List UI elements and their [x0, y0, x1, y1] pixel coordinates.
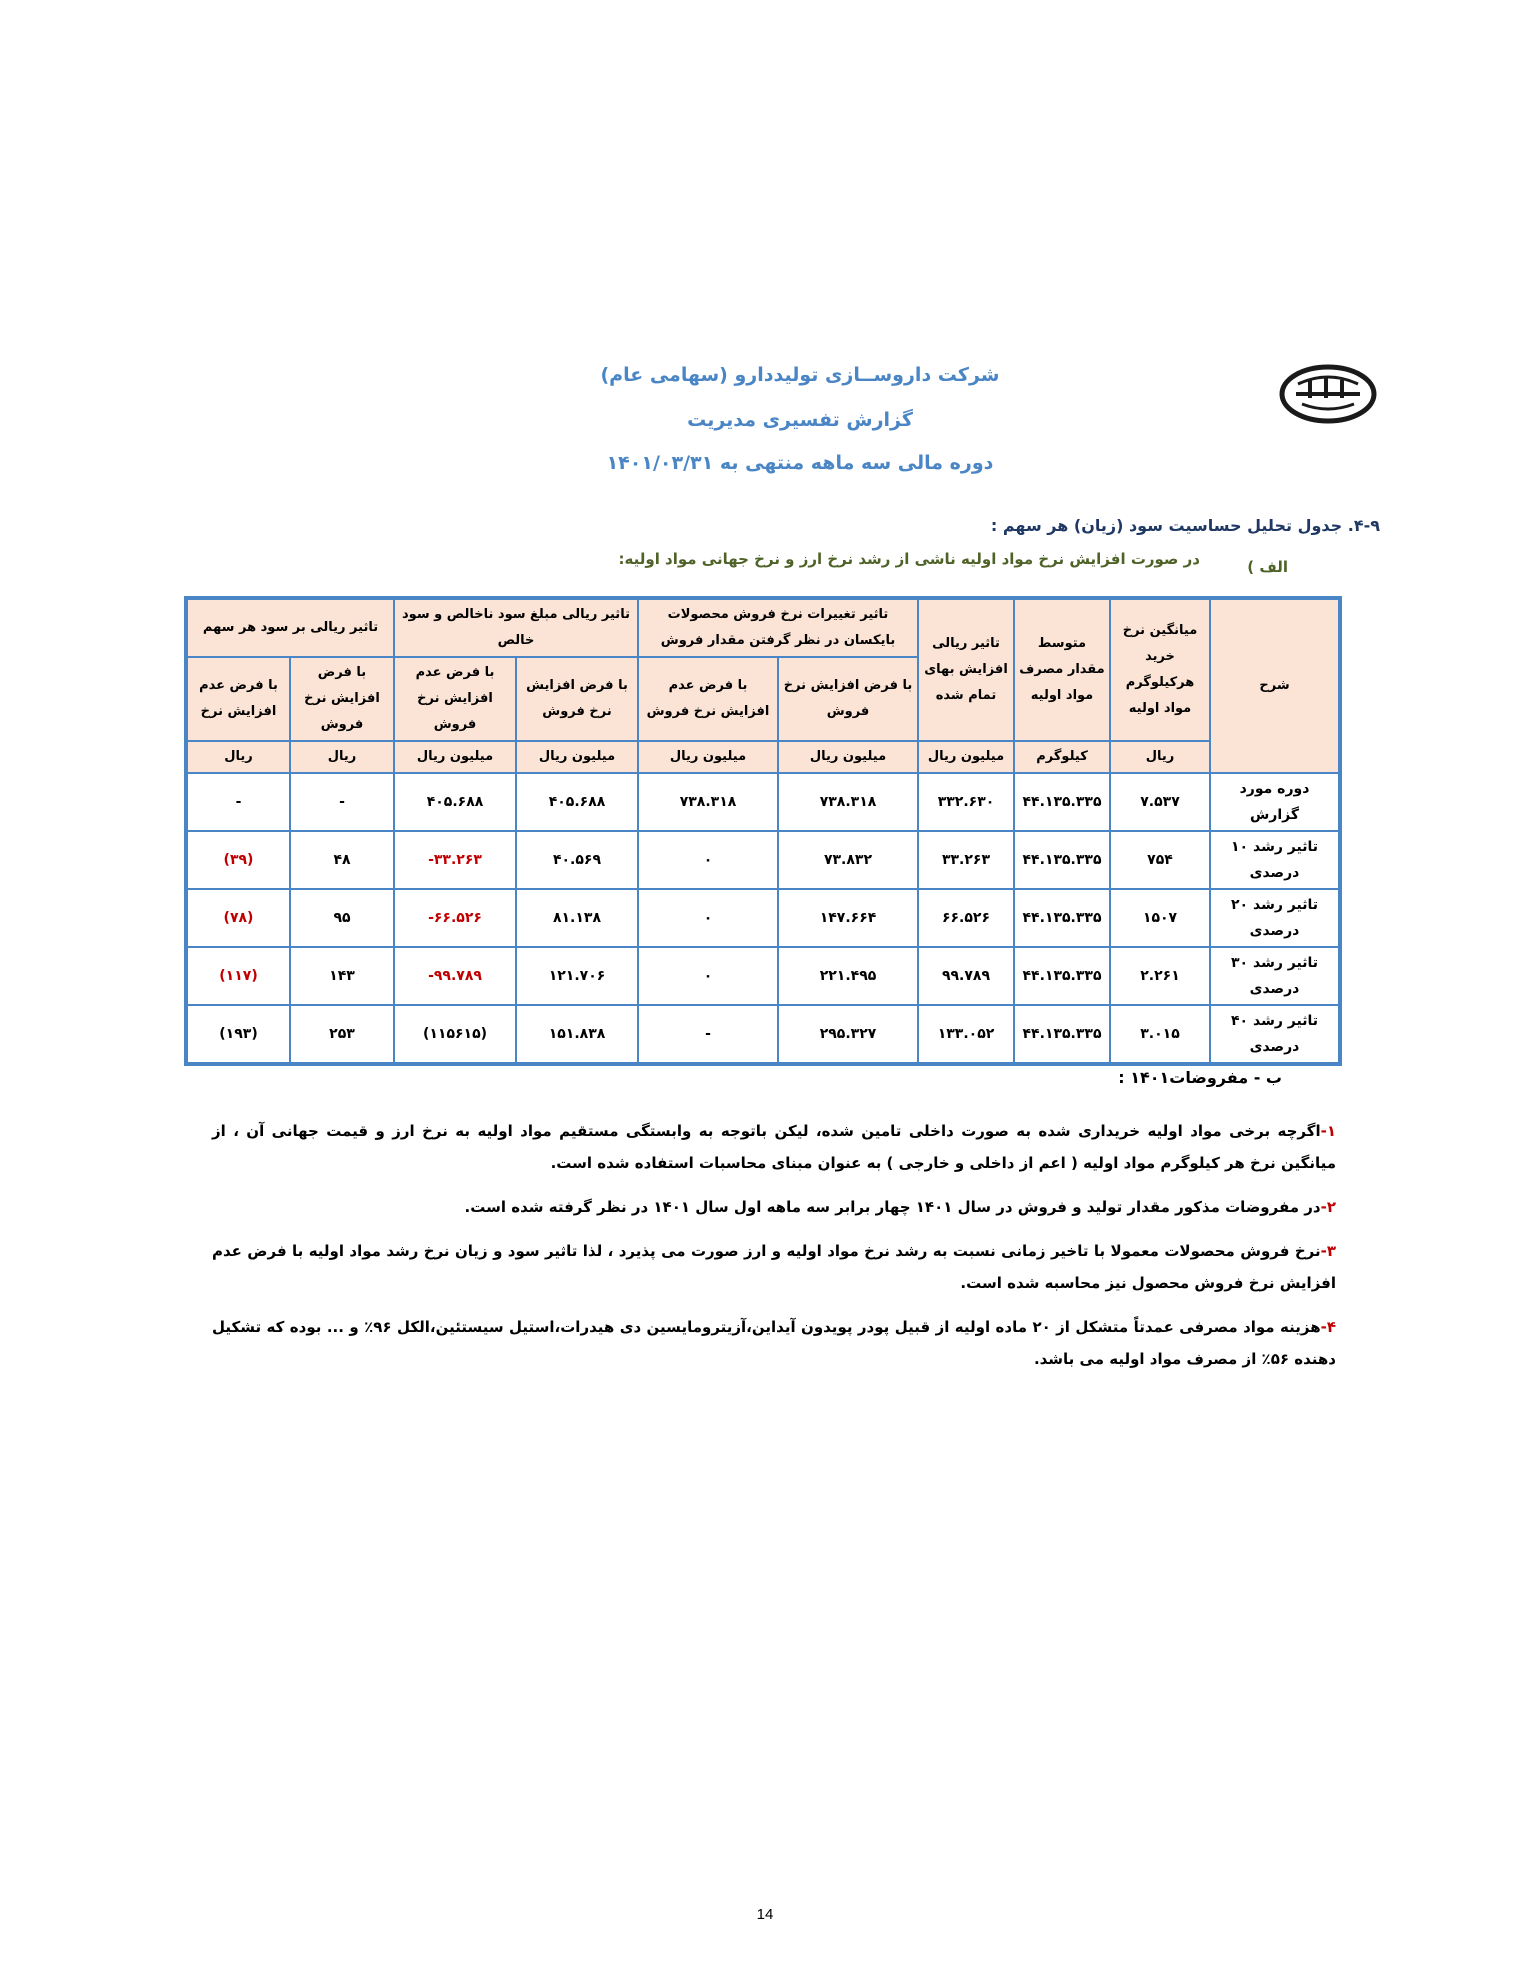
section-title	[991, 516, 1380, 535]
assumption-text: اگرچه برخی مواد اولیه خریداری شده به صورت داخلی تامین شده، لیکن باتوجه به وابستگی مستقیم مواد اولیه به نرخ ارز و قیمت جهانی آن ، از میانگین نرخ هر کیلوگرم مواد اولیه ( اعم از داخلی و خارجی ) به عنوان مبنای محاسبات استفاده شده است.	[212, 1122, 1336, 1172]
table-cell: ۱۴۳	[290, 947, 394, 1005]
table-cell: ۷.۵۳۷	[1110, 773, 1210, 831]
header-price-with: با فرض افزایش نرخ فروش	[778, 657, 918, 741]
table-cell: ۲۵۳	[290, 1005, 394, 1064]
table-cell: ۹۹.۷۸۹	[918, 947, 1014, 1005]
table-cell: ۴۰۵.۶۸۸	[516, 773, 638, 831]
table-row	[186, 889, 1340, 947]
header-eps-with: با فرض افزایش نرخ فروش	[290, 657, 394, 741]
table-cell: ۶۶.۵۲۶	[918, 889, 1014, 947]
header-eps-without: با فرض عدم افزایش نرخ	[186, 657, 290, 741]
header-eps-effect: تاثیر ریالی بر سود هر سهم	[186, 598, 394, 657]
header-gross-with: با فرض افزایش نرخ فروش	[516, 657, 638, 741]
table-row	[186, 773, 1340, 831]
table-cell: ۲۲۱.۴۹۵	[778, 947, 918, 1005]
page-number: 14	[756, 1906, 774, 1923]
table-cell: (۱۱۵۶۱۵)	[394, 1005, 516, 1064]
header-cost-effect: تاثیر ریالی افزایش بهای تمام شده	[918, 598, 1014, 741]
table-cell: ۴۴.۱۳۵.۳۳۵	[1014, 889, 1110, 947]
table-row	[186, 831, 1340, 889]
table-cell: ۰	[638, 889, 778, 947]
table-cell: ۱۵۱.۸۳۸	[516, 1005, 638, 1064]
table-cell: (۷۸)	[186, 889, 290, 947]
table-cell: ۷۳۸.۳۱۸	[778, 773, 918, 831]
subsection-title: در صورت افزایش نرخ مواد اولیه ناشی از رشد نرخ ارز و نرخ جهانی مواد اولیه:	[618, 550, 1200, 568]
table-cell: ۷۳.۸۳۲	[778, 831, 918, 889]
section-number: ۴-۹.	[1347, 516, 1380, 535]
table-cell: ۱۵۰۷	[1110, 889, 1210, 947]
assumptions-title: ب - مفروضات۱۴۰۱ :	[1118, 1068, 1282, 1087]
table-cell: ۹۵	[290, 889, 394, 947]
row-label: تاثیر رشد ۳۰ درصدی	[1210, 947, 1340, 1005]
table-cell: -	[186, 773, 290, 831]
report-title: گزارش تفسیری مدیریت	[687, 409, 913, 431]
table-cell: ۳.۰۱۵	[1110, 1005, 1210, 1064]
table-cell: ۲.۲۶۱	[1110, 947, 1210, 1005]
table-cell: ۹۹.۷۸۹-	[394, 947, 516, 1005]
table-cell: ۴۰.۵۶۹	[516, 831, 638, 889]
table-cell: (۱۱۷)	[186, 947, 290, 1005]
table-cell: ۱۲۱.۷۰۶	[516, 947, 638, 1005]
unit-cell: ریال	[290, 741, 394, 773]
table-cell: ۴۰۵.۶۸۸	[394, 773, 516, 831]
assumption-item	[212, 1191, 1336, 1223]
table-cell: ۲۹۵.۳۲۷	[778, 1005, 918, 1064]
unit-cell: میلیون ریال	[638, 741, 778, 773]
unit-cell: میلیون ریال	[516, 741, 638, 773]
assumption-number: ۲-	[1320, 1198, 1336, 1216]
table-cell: ۷۵۴	[1110, 831, 1210, 889]
table-cell: (۱۹۳)	[186, 1005, 290, 1064]
table-cell: ۳۳.۲۶۳	[918, 831, 1014, 889]
assumption-item	[212, 1235, 1336, 1299]
unit-cell: کیلوگرم	[1014, 741, 1110, 773]
assumption-item	[212, 1115, 1336, 1179]
table-cell: -	[638, 1005, 778, 1064]
table-cell: (۳۹)	[186, 831, 290, 889]
report-period: دوره مالی سه ماهه منتهی به ۱۴۰۱/۰۳/۳۱	[606, 452, 994, 474]
table-cell: ۸۱.۱۳۸	[516, 889, 638, 947]
table-cell: ۰	[638, 947, 778, 1005]
table-row	[186, 947, 1340, 1005]
row-label: دوره مورد گزارش	[1210, 773, 1340, 831]
header-sharh: شرح	[1210, 598, 1340, 773]
sensitivity-table	[184, 596, 1342, 1066]
assumption-number: ۱-	[1320, 1122, 1336, 1140]
subsection-label: الف )	[1247, 558, 1288, 576]
row-label: تاثیر رشد ۱۰ درصدی	[1210, 831, 1340, 889]
row-label: تاثیر رشد ۲۰ درصدی	[1210, 889, 1340, 947]
table-cell: ۶۶.۵۲۶-	[394, 889, 516, 947]
table-cell: ۳۳.۲۶۳-	[394, 831, 516, 889]
header-price-change: تاثیر تغییرات نرخ فروش محصولات بایکسان در نظر گرفتن مقدار فروش	[638, 598, 918, 657]
table-cell: ۴۸	[290, 831, 394, 889]
table-cell: ۴۴.۱۳۵.۳۳۵	[1014, 831, 1110, 889]
assumption-number: ۳-	[1320, 1242, 1336, 1260]
header-price-without: با فرض عدم افزایش نرخ فروش	[638, 657, 778, 741]
table-cell: ۰	[638, 831, 778, 889]
unit-cell: ریال	[1110, 741, 1210, 773]
header-gross-without: با فرض عدم افزایش نرخ فروش	[394, 657, 516, 741]
table-cell: ۴۴.۱۳۵.۳۳۵	[1014, 1005, 1110, 1064]
company-logo-icon	[1278, 362, 1378, 426]
assumption-text: هزینه مواد مصرفی عمدتاً متشکل از ۲۰ ماده اولیه از قبیل پودر پویدون آیداین،آزیترومایسین دی هیدرات،استیل سیستئین،الکل ۹۶٪ و ... بوده که تشکیل دهنده ۵۶٪ از مصرف مواد اولیه می باشد.	[212, 1318, 1336, 1368]
table-cell: ۱۴۷.۶۶۴	[778, 889, 918, 947]
table-cell: -	[290, 773, 394, 831]
table-cell: ۱۳۳.۰۵۲	[918, 1005, 1014, 1064]
assumptions-list	[212, 1115, 1336, 1387]
row-label: تاثیر رشد ۴۰ درصدی	[1210, 1005, 1340, 1064]
assumption-text: در مفروضات مذکور مقدار تولید و فروش در سال ۱۴۰۱ چهار برابر سه ماهه اول سال ۱۴۰۱ در نظر گرفته شده است.	[464, 1198, 1321, 1216]
header-avg-qty: متوسط مقدار مصرف مواد اولیه	[1014, 598, 1110, 741]
table-cell: ۴۴.۱۳۵.۳۳۵	[1014, 947, 1110, 1005]
section-title-text: جدول تحلیل حساسیت سود (زیان) هر سهم :	[990, 516, 1343, 535]
table-cell: ۳۳۲.۶۳۰	[918, 773, 1014, 831]
unit-cell: ریال	[186, 741, 290, 773]
unit-cell: میلیون ریال	[778, 741, 918, 773]
unit-cell: میلیون ریال	[394, 741, 516, 773]
table-row	[186, 1005, 1340, 1064]
unit-cell: میلیون ریال	[918, 741, 1014, 773]
assumption-item	[212, 1311, 1336, 1375]
table-cell: ۷۳۸.۳۱۸	[638, 773, 778, 831]
company-name: شرکت داروســازی تولیددارو (سهامی عام)	[600, 364, 1000, 386]
assumption-number: ۴-	[1320, 1318, 1336, 1336]
table-cell: ۴۴.۱۳۵.۳۳۵	[1014, 773, 1110, 831]
header-avg-rate: میانگین نرخ خرید هرکیلوگرم مواد اولیه	[1110, 598, 1210, 741]
header-gross-net: تاثیر ریالی مبلغ سود ناخالص و سود خالص	[394, 598, 638, 657]
assumption-text: نرخ فروش محصولات معمولا با تاخیر زمانی نسبت به رشد نرخ مواد اولیه و ارز صورت می پذیرد ، لذا تاثیر سود و زیان نرخ رشد مواد اولیه با فرض عدم افزایش نرخ فروش محصول نیز محاسبه شده است.	[212, 1242, 1336, 1292]
